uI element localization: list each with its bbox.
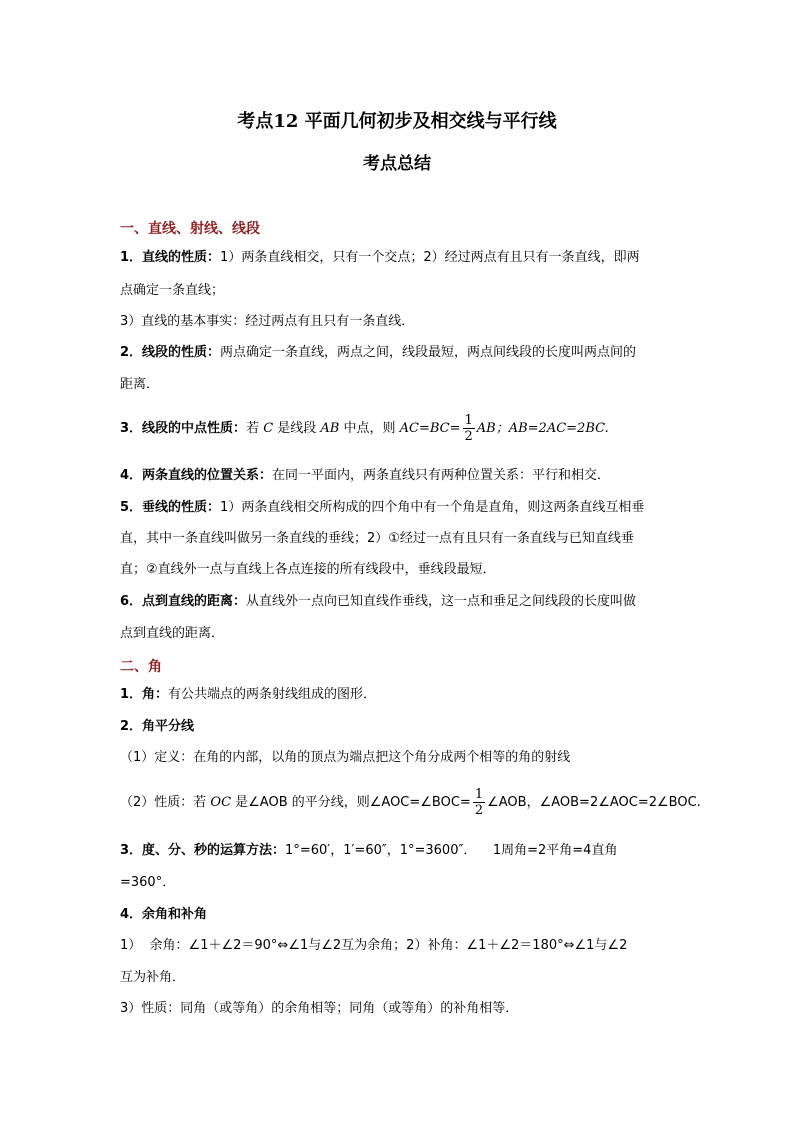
para-label: 6．点到直线的距离：: [120, 594, 247, 609]
para-complement-def: 1） 余角：∠1＋∠2＝90°⇔∠1与∠2互为余角；2）补角：∠1＋∠2＝180°⇔∠1与∠2: [120, 938, 628, 953]
para-complement-def-cont: 互为补角．: [120, 970, 186, 985]
para-label: 2．角平分线: [120, 719, 195, 734]
var-oc: OC: [210, 795, 232, 810]
para-text: （2）性质：若: [120, 795, 211, 810]
var-c: C: [263, 421, 274, 436]
para-line-property-cont: 点确定一条直线；: [120, 283, 225, 298]
para-complement-property: 3）性质：同角（或等角）的余角相等；同角（或等角）的补角相等．: [120, 1001, 519, 1016]
para-complement-heading: [120, 907, 680, 923]
para-label: 3．度、分、秒的运算方法：: [120, 843, 286, 858]
para-text: 中点，则: [339, 421, 400, 436]
para-label: 1．直线的性质：: [120, 250, 221, 265]
fraction-numerator: 1: [474, 787, 484, 802]
para-text: 是∠AOB 的平分线，则∠AOC=∠BOC=: [231, 795, 471, 810]
para-bisector-definition: （1）定义：在角的内部，以角的顶点为端点把这个角分成两个相等的角的射线: [120, 750, 571, 765]
para-label: 1．角：: [120, 687, 169, 702]
section-heading-angles: 二、角: [120, 659, 162, 675]
para-perpendicular-cont1: 直，其中一条直线叫做另一条直线的垂线；2）①经过一点有且只有一条直线与已知直线垂: [120, 531, 634, 546]
para-perpendicular-cont2: 直；②直线外一点与直线上各点连接的所有线段中，垂线段最短．: [120, 562, 496, 577]
equation-tail: AB；AB=2AC=2BC.: [476, 421, 609, 436]
para-distance: [120, 594, 680, 610]
para-text: 1）两条直线相交所构成的四个角中有一个角是直角，则这两条直线互相垂: [220, 500, 645, 515]
para-label: 4．余角和补角: [120, 907, 208, 922]
para-text: 有公共端点的两条射线组成的图形．: [168, 687, 377, 702]
para-degree-ops-cont: =360°．: [120, 875, 176, 890]
para-midpoint: [120, 412, 680, 446]
para-text: 1°=60′，1′=60″，1°=3600″． 1周角=2平角=4直角: [285, 843, 618, 858]
para-basic-fact: 3）直线的基本事实：经过两点有且只有一条直线．: [120, 314, 415, 329]
para-text: 在同一平面内，两条直线只有两种位置关系：平行和相交．: [272, 468, 611, 483]
fraction-half: [463, 413, 475, 444]
para-text: 是线段: [273, 421, 321, 436]
para-label: 3．线段的中点性质：: [120, 421, 247, 436]
fraction-half: [473, 787, 485, 818]
para-text: 从直线外一点向已知直线作垂线，这一点和垂足之间线段的长度叫做: [246, 594, 637, 609]
para-degree-ops: [120, 843, 680, 859]
para-two-lines: [120, 468, 680, 484]
doc-subtitle: 考点总结: [363, 154, 431, 174]
var-ab: AB: [320, 421, 340, 436]
para-bisector-heading: [120, 719, 680, 735]
para-distance-cont: 点到直线的距离．: [120, 626, 225, 641]
para-line-property: [120, 250, 680, 266]
fraction-denominator: 2: [464, 429, 473, 444]
equation-tail: ∠AOB，∠AOB=2∠AOC=2∠BOC.: [487, 795, 701, 810]
para-perpendicular: [120, 500, 680, 516]
para-segment-property: [120, 345, 680, 361]
para-text: 若: [246, 421, 264, 436]
para-bisector-property: [120, 786, 701, 820]
para-text: 两点确定一条直线，两点之间，线段最短，两点间线段的长度叫两点间的: [220, 345, 637, 360]
section-heading-lines: 一、直线、射线、线段: [120, 221, 260, 237]
para-segment-property-cont: 距离．: [120, 377, 160, 392]
para-label: 2．线段的性质：: [120, 345, 221, 360]
fraction-denominator: 2: [474, 803, 484, 818]
para-label: 5．垂线的性质：: [120, 500, 221, 515]
fraction-numerator: 1: [464, 413, 473, 428]
equation: AC=BC=: [399, 421, 461, 436]
para-text: 1）两条直线相交，只有一个交点；2）经过两点有且只有一条直线，即两: [220, 250, 640, 265]
para-angle: [120, 687, 680, 703]
para-label: 4．两条直线的位置关系：: [120, 468, 273, 483]
doc-title: 考点12 平面几何初步及相交线与平行线: [237, 111, 557, 132]
